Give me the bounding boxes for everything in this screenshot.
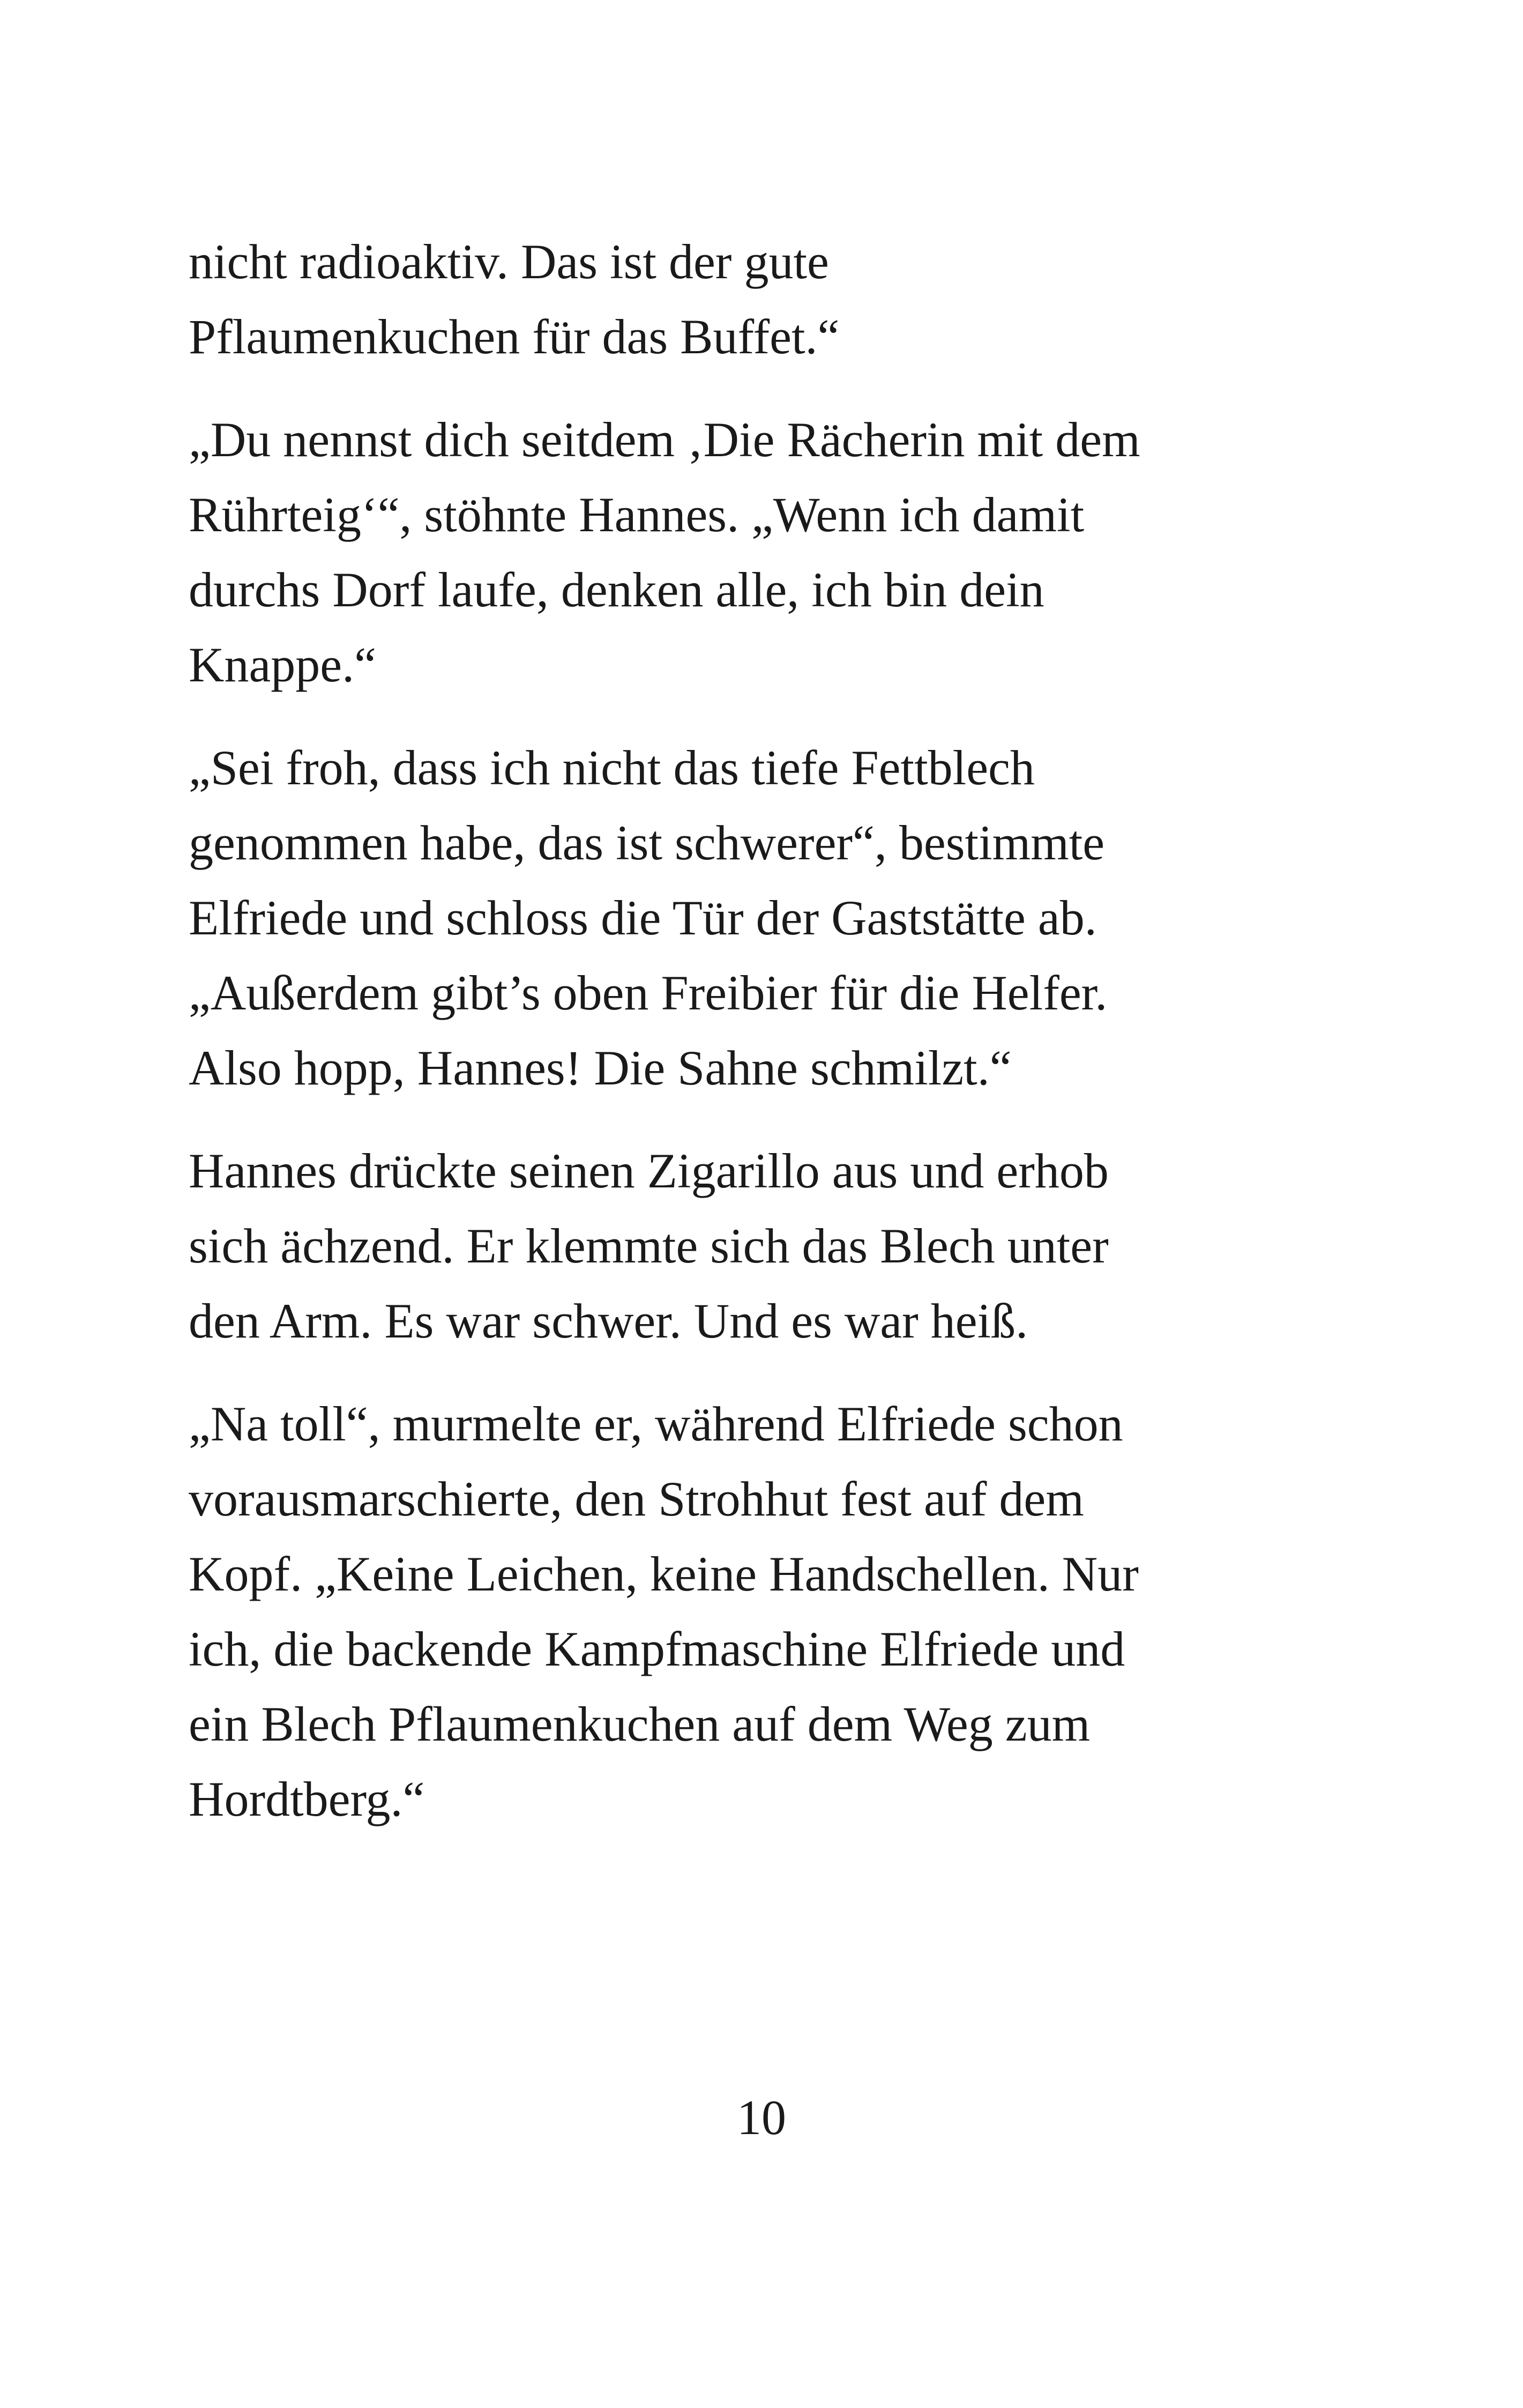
text-line: Pflaumenkuchen für das Buffet.“	[189, 309, 840, 364]
text-line: „Sei froh, dass ich nicht das tiefe Fettblech	[189, 740, 1035, 795]
text-line: sich ächzend. Er klemmte sich das Blech unter	[189, 1218, 1109, 1273]
text-line: den Arm. Es war schwer. Und es war heiß.	[189, 1294, 1028, 1348]
text-line: „Du nennst dich seitdem ‚Die Rächerin mit dem	[189, 412, 1140, 467]
page-number: 10	[737, 2090, 786, 2145]
text-line: „Außerdem gibt’s oben Freibier für die Helfer.	[189, 965, 1108, 1020]
text-line: Also hopp, Hannes! Die Sahne schmilzt.“	[189, 1041, 1012, 1095]
paragraph-2	[189, 402, 1260, 702]
paragraph-1	[189, 224, 1260, 374]
text-line: Hannes drückte seinen Zigarillo aus und erhob	[189, 1143, 1109, 1198]
text-line: Hordtberg.“	[189, 1772, 425, 1826]
text-line: durchs Dorf laufe, denken alle, ich bin dein	[189, 562, 1044, 617]
text-line: vorausmarschierte, den Strohhut fest auf dem	[189, 1471, 1084, 1526]
text-line: Knappe.“	[189, 637, 376, 692]
body-text	[189, 224, 1260, 1864]
text-line: genommen habe, das ist schwerer“, bestimmte	[189, 815, 1105, 870]
text-line: ich, die backende Kampfmaschine Elfriede und	[189, 1622, 1125, 1676]
text-line: Kopf. „Keine Leichen, keine Handschellen. Nur	[189, 1547, 1139, 1601]
text-line: ein Blech Pflaumenkuchen auf dem Weg zum	[189, 1697, 1091, 1751]
text-line: nicht radioaktiv. Das ist der gute	[189, 234, 829, 289]
paragraph-3	[189, 730, 1260, 1105]
paragraph-5	[189, 1386, 1260, 1837]
text-line: Rührteig‘“, stöhnte Hannes. „Wenn ich damit	[189, 487, 1085, 542]
text-line: „Na toll“, murmelte er, während Elfriede schon	[189, 1396, 1123, 1451]
text-line: Elfriede und schloss die Tür der Gaststätte ab.	[189, 890, 1097, 945]
paragraph-4	[189, 1133, 1260, 1358]
